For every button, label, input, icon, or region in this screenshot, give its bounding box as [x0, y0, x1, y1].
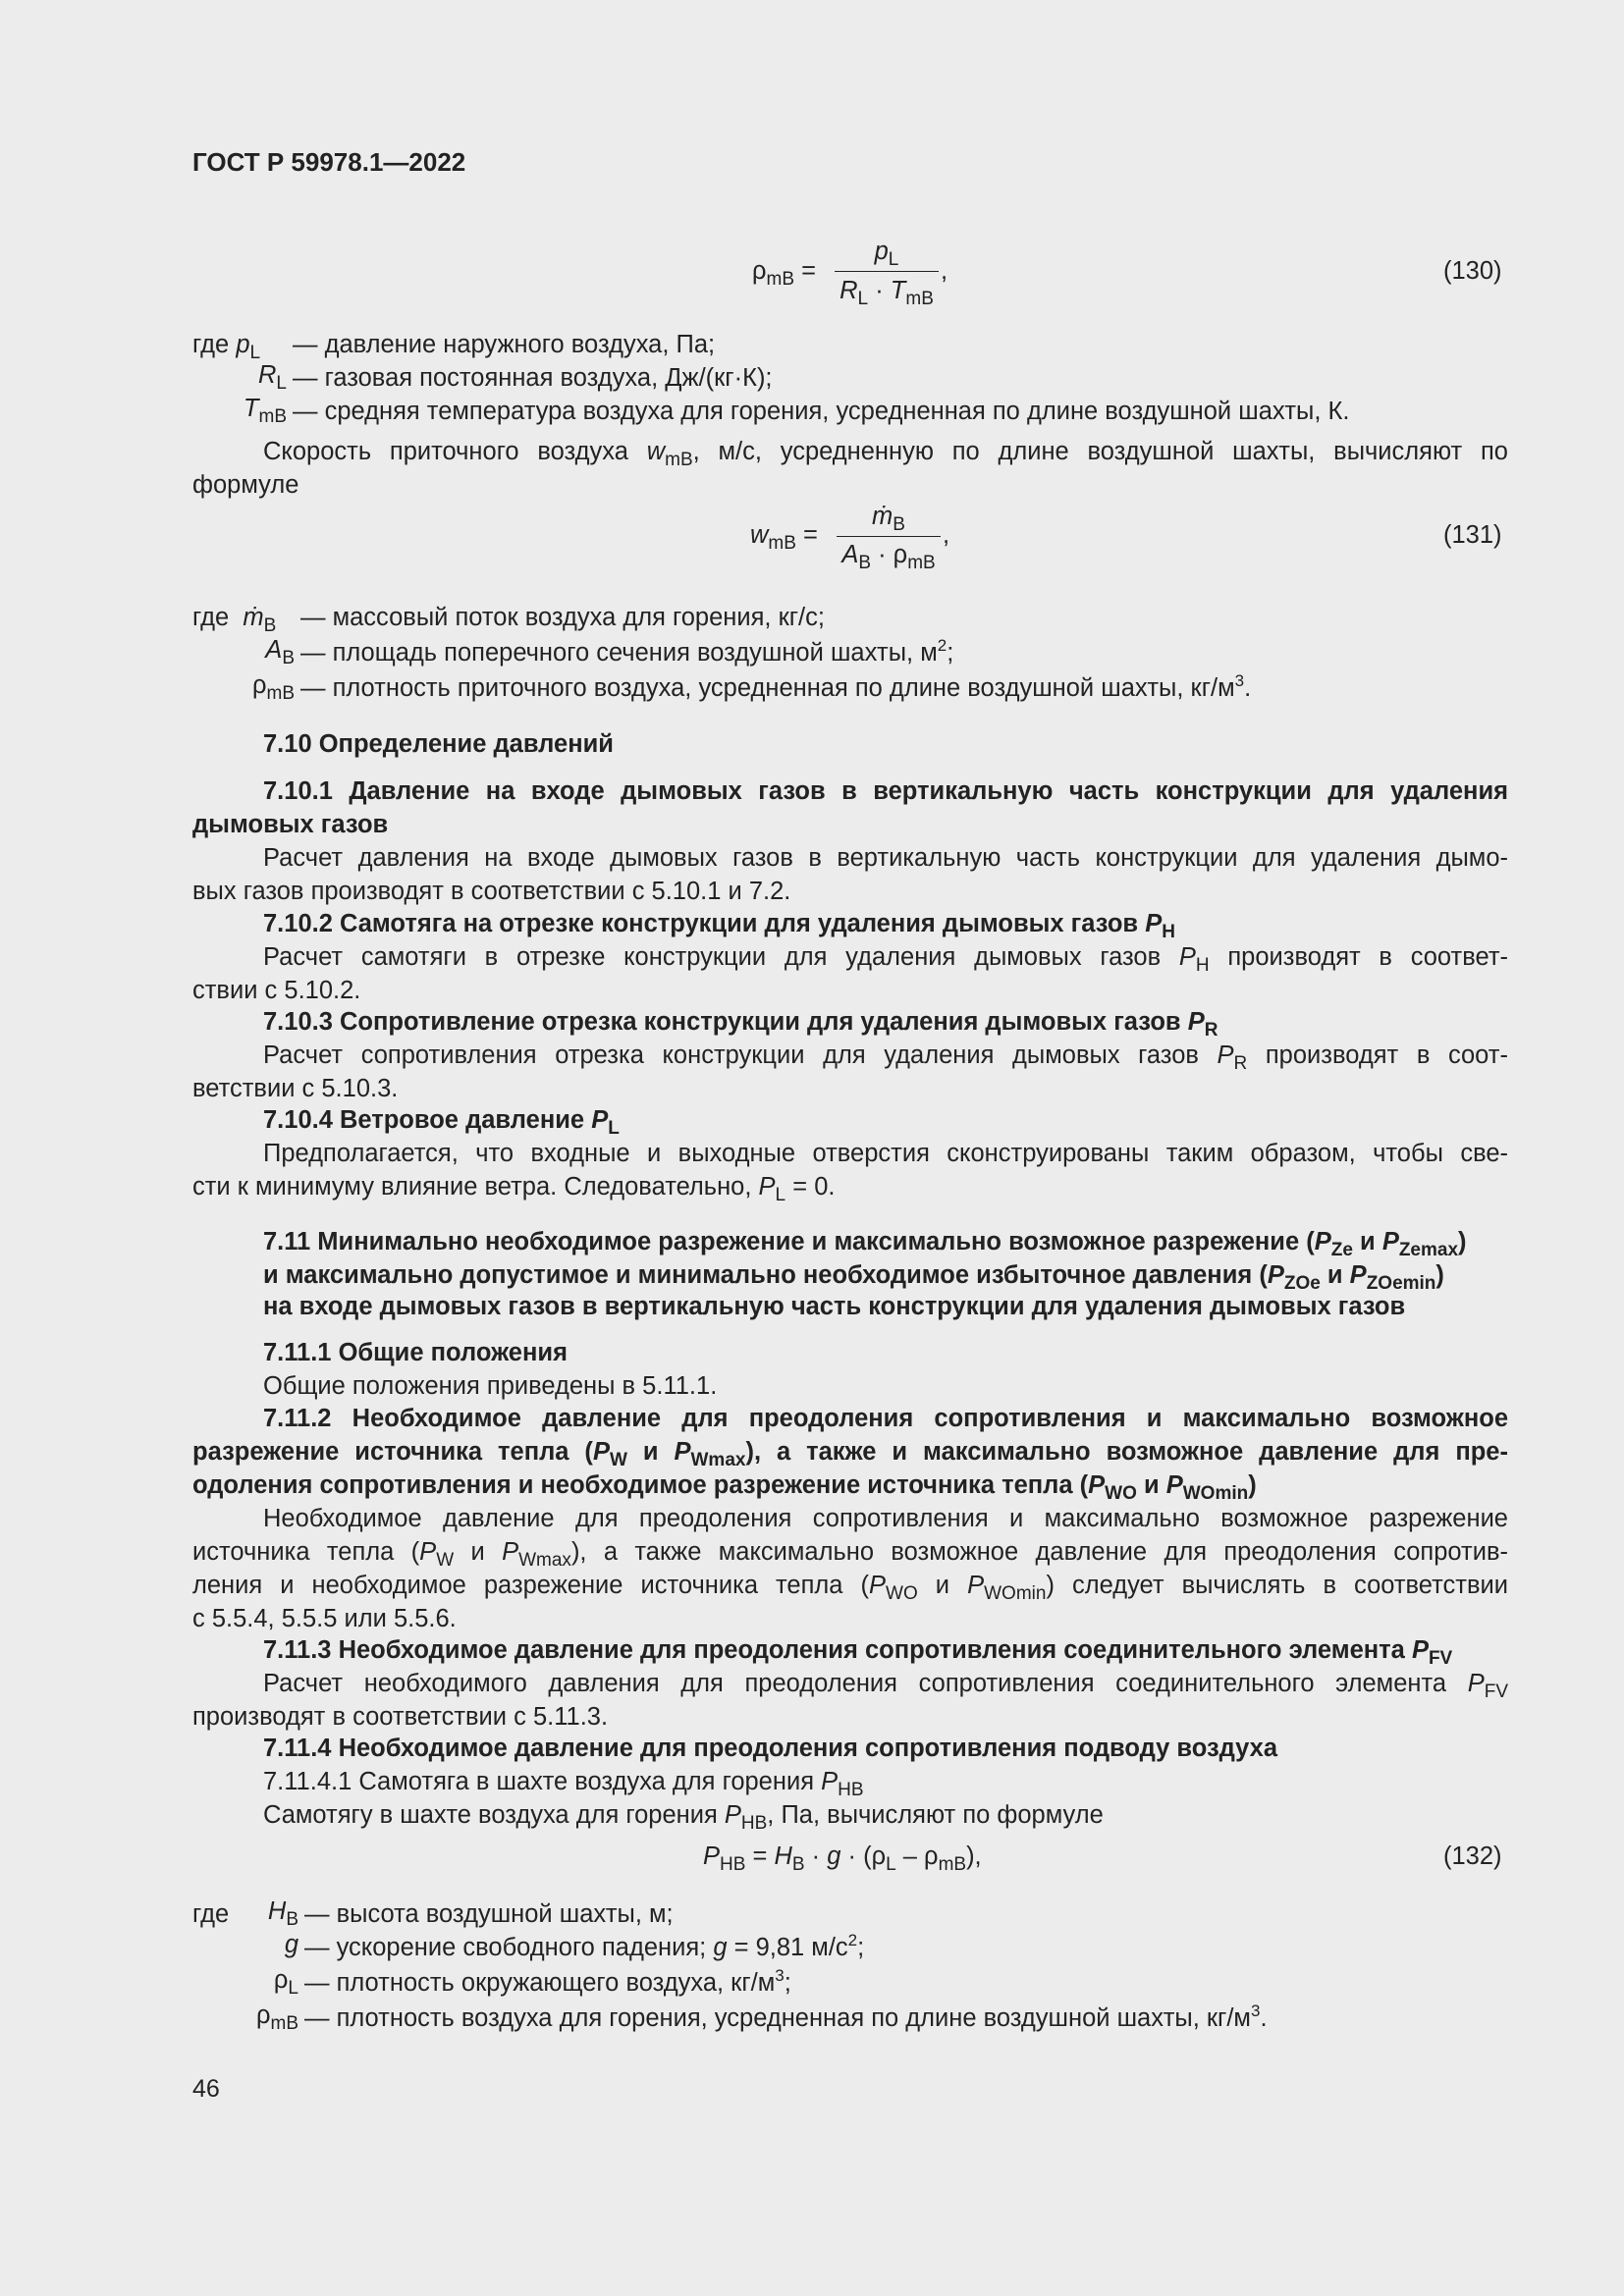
- definition-text: — газовая постоянная воздуха, Дж/(кг·К);: [293, 364, 773, 392]
- paragraph: Расчет самотяги в отрезке конструкции для удаления дымовых газов $P_H$ производят в соответ-: [263, 943, 1508, 976]
- equation-number: (131): [1443, 521, 1502, 549]
- page-number: 46: [192, 2075, 220, 2103]
- equation-number: (130): [1443, 257, 1502, 285]
- section-heading: дымовых газов: [192, 811, 389, 838]
- definition-symbol: $H_B$: [267, 1897, 298, 1930]
- paragraph: ветствии с 5.10.3.: [192, 1075, 399, 1102]
- paragraph: Предполагается, что входные и выходные отверстия сконструированы таким образом, чтобы све-: [263, 1140, 1508, 1167]
- definition-text: — ускорение свободного падения; g = 9,81 $м/с^2$;: [304, 1931, 865, 1961]
- paragraph: Скорость приточного воздуха $w_{mB}$, м/с, усредненную по длине воздушной шахты, вычисляют по: [263, 438, 1508, 470]
- definition-symbol: $\rho_{mB}$: [251, 671, 295, 704]
- section-heading: 7.11.1 Общие положения: [263, 1339, 568, 1366]
- section-heading: 7.10.4 Ветровое давление $P_L$: [263, 1106, 620, 1139]
- definition-text: — плотность воздуха для горения, усредненная по длине воздушной шахты, $кг/м^3$.: [304, 2002, 1268, 2032]
- definition-symbol: $A_B$: [265, 636, 295, 668]
- document-header: ГОСТ Р 59978.1—2022: [192, 147, 466, 177]
- definition-text: — площадь поперечного сечения воздушной шахты, $м^2$;: [300, 636, 954, 667]
- paragraph: сти к минимуму влияние ветра. Следовательно, $P_L = 0$.: [192, 1173, 836, 1205]
- definition-text: — плотность приточного воздуха, усредненная по длине воздушной шахты, $кг/м^3$.: [300, 671, 1252, 702]
- section-heading: 7.11.3 Необходимое давление для преодоления сопротивления соединительного элемента $P_{FV}$: [263, 1636, 1453, 1669]
- paragraph: ления и необходимое разрежение источника тепла ($P_{WO}$ и $P_{WOmin}$) следует вычислять в соответствии: [192, 1572, 1509, 1604]
- paragraph: Расчет необходимого давления для преодоления сопротивления соединительного элемента $P_{FV}$: [263, 1670, 1508, 1702]
- paragraph: 7.11.4.1 Самотяга в шахте воздуха для горения $P_{HB}$: [263, 1768, 864, 1800]
- section-heading: 7.10 Определение давлений: [263, 730, 614, 758]
- definition-item: где ṁ$_B$: [192, 604, 277, 636]
- paragraph: Расчет сопротивления отрезка конструкции для удаления дымовых газов $P_R$ производят в соот-: [263, 1041, 1508, 1074]
- definition-text: — средняя температура воздуха для горения, усредненная по длине воздушной шахты, К.: [293, 398, 1350, 425]
- section-heading: 7.10.1 Давление на входе дымовых газов в вертикальную часть конструкции для удаления: [263, 777, 1508, 805]
- definition-where: где: [192, 1900, 230, 1928]
- section-heading: 7.11 Минимально необходимое разрежение и максимально возможное разрежение ($P_{Ze}$ и $P_{Zemax}$): [263, 1228, 1467, 1260]
- paragraph: Расчет давления на входе дымовых газов в вертикальную часть конструкции для удаления дымо-: [263, 844, 1508, 872]
- section-heading: 7.10.2 Самотяга на отрезке конструкции для удаления дымовых газов $P_H$: [263, 910, 1175, 942]
- equation-number: (132): [1443, 1842, 1502, 1870]
- definition-symbol: $\rho_L$: [273, 1966, 298, 1999]
- paragraph: вых газов производят в соответствии с 5.10.1 и 7.2.: [192, 878, 791, 905]
- section-heading: 7.10.3 Сопротивление отрезка конструкции для удаления дымовых газов $P_R$: [263, 1008, 1218, 1041]
- document-page: ГОСТ Р 59978.1—2022 $\rho_{mB}$ = $p_L$ $R_L \cdot T_{mB}$ , (130) где $p_L$ — давление наружного воздуха, Па; $R_L$ — газовая постоянная воздуха, Дж/(кг·К); $T_{mB}$ — средняя температура воздуха для горения, усредненная по длине воздушной шахты, К. Скорость приточного воздуха $w_{mB}$, м/с, усредненную по длине воздушной шахты, вычисляют по формуле $w_{mB}$ = ṁ$_B$ $A_B \cdot \rho_{mB}$ , (131) где ṁ$_B$ — массовый поток воздуха для горения, кг/с; $A_B$ — площадь поперечного сечения воздушной шахты, $м^2$; $\rho_{mB}$ — плотность приточного воздуха, усредненная по длине воздушной шахты, $кг/м^3$. 7.10 Определение давлений 7.10.1 Давление на входе дымовых газов в вертикальную часть конструкции для удаления дымовых газов Расчет давления на входе дымовых газов в вертикальную часть конструкции для удаления дымо- вых газов производят в соответствии с 5.10.1 и 7.2. 7.10.2 Самотяга на отрезке конструкции для удаления дымовых газов $P_H$ Расчет самотяги в отрезке конструкции для удаления дымовых газов $P_H$ производят в соответ- ствии с 5.10.2. 7.10.3 Сопротивление отрезка конструкции для удаления дымовых газов $P_R$ Расчет сопротивления отрезка конструкции для удаления дымовых газов $P_R$ производят в соот- ветствии с 5.10.3. 7.10.4 Ветровое давление $P_L$ Предполагается, что входные и выходные отверстия сконструированы таким образом, чтобы све- сти к минимуму влияние ветра. Следовательно, $P_L = 0$. 7.11 Минимально необходимое разрежение и максимально возможное разрежение ($P_{Ze}$ и $P_{Zemax}$) и максимально допустимое и минимально необходимое избыточное давления ($P_{ZOe}$ и $P_{ZOemin}$) на входе дымовых газов в вертикальную часть конструкции для удаления дымовых газов 7.11.1 Общие положения Общие положения приведены в 5.11.1. 7.11.2 Необходимое давление для преодоления сопротивления и максимально возможное разрежение источника тепла ($P_W$ и $P_{Wmax}$), а также и максимально возможное давление для пре- одоления сопротивления и необходимое разрежение источника тепла ($P_{WO}$ и $P_{WOmin}$) Необходимое давление для преодоления сопротивления и максимально возможное разрежение источника тепла ($P_W$ и $P_{Wmax}$), а также максимально возможное давление для преодоления сопротив- ления и необходимое разрежение источника тепла ($P_{WO}$ и $P_{WOmin}$) следует вычислять в соответствии с 5.5.4, 5.5.5 или 5.5.6. 7.11.3 Необходимое давление для преодоления сопротивления соединительного элемента $P_{FV}$ Расчет необходимого давления для преодоления сопротивления соединительного элемента $P_{FV}$ производят в соответствии с 5.11.3. 7.11.4 Необходимое давление для преодоления сопротивления подводу воздуха 7.11.4.1 Самотяга в шахте воздуха для горения $P_{HB}$ Самотягу в шахте воздуха для горения $P_{HB}$, Па, вычисляют по формуле $P_{HB} = H_B \cdot g \cdot (\rho_L - \rho_{mB})$, (132) где $H_B$ — высота воздушной шахты, м; g — ускорение свободного падения; g = 9,81 $м/с^2$; $\rho_L$ — плотность окружающего воздуха, $кг/м^3$; $\rho_{mB}$ — плотность воздуха для горения, усредненная по длине воздушной шахты, $кг/м^3$. 46: [0, 0, 1624, 2296]
- section-heading: одоления сопротивления и необходимое разрежение источника тепла ($P_{WO}$ и $P_{WOmin}$): [192, 1471, 1257, 1504]
- paragraph: производят в соответствии с 5.11.3.: [192, 1703, 609, 1731]
- definition-symbol: $R_L$: [258, 361, 287, 394]
- paragraph: с 5.5.4, 5.5.5 или 5.5.6.: [192, 1605, 457, 1632]
- paragraph: источника тепла ($P_W$ и $P_{Wmax}$), а также максимально возможное давление для преодоления сопротив-: [192, 1538, 1509, 1571]
- definition-text: — давление наружного воздуха, Па;: [293, 331, 716, 358]
- section-heading: 7.11.4 Необходимое давление для преодоления сопротивления подводу воздуха: [263, 1735, 1277, 1762]
- definition-text: — массовый поток воздуха для горения, кг/с;: [300, 604, 825, 631]
- definition-item: где $p_L$: [192, 331, 261, 363]
- paragraph: формуле: [192, 471, 299, 499]
- paragraph: Необходимое давление для преодоления сопротивления и максимально возможное разрежение: [263, 1505, 1508, 1532]
- paragraph: ствии с 5.10.2.: [192, 977, 361, 1004]
- definition-symbol: $\rho_{mB}$: [255, 2002, 298, 2034]
- definition-symbol: g: [284, 1931, 298, 1958]
- section-heading: разрежение источника тепла ($P_W$ и $P_{Wmax}$), а также и максимально возможное давление для пре-: [192, 1438, 1508, 1470]
- definition-text: — высота воздушной шахты, м;: [304, 1900, 674, 1928]
- section-heading: на входе дымовых газов в вертикальную часть конструкции для удаления дымовых газов: [263, 1293, 1406, 1320]
- section-heading: 7.11.2 Необходимое давление для преодоления сопротивления и максимально возможное: [263, 1405, 1508, 1432]
- definition-symbol: $T_{mB}$: [243, 395, 287, 427]
- definition-text: — плотность окружающего воздуха, $кг/м^3$;: [304, 1966, 791, 1997]
- section-heading: и максимально допустимое и минимально необходимое избыточное давления ($P_{ZOe}$ и $P_{ZOemin}$): [263, 1261, 1444, 1294]
- formula-132: $P_{HB} = H_B \cdot g \cdot (\rho_L - \rho_{mB})$,: [703, 1842, 982, 1875]
- paragraph: Самотягу в шахте воздуха для горения $P_{HB}$, Па, вычисляют по формуле: [263, 1801, 1104, 1834]
- paragraph: Общие положения приведены в 5.11.1.: [263, 1372, 718, 1400]
